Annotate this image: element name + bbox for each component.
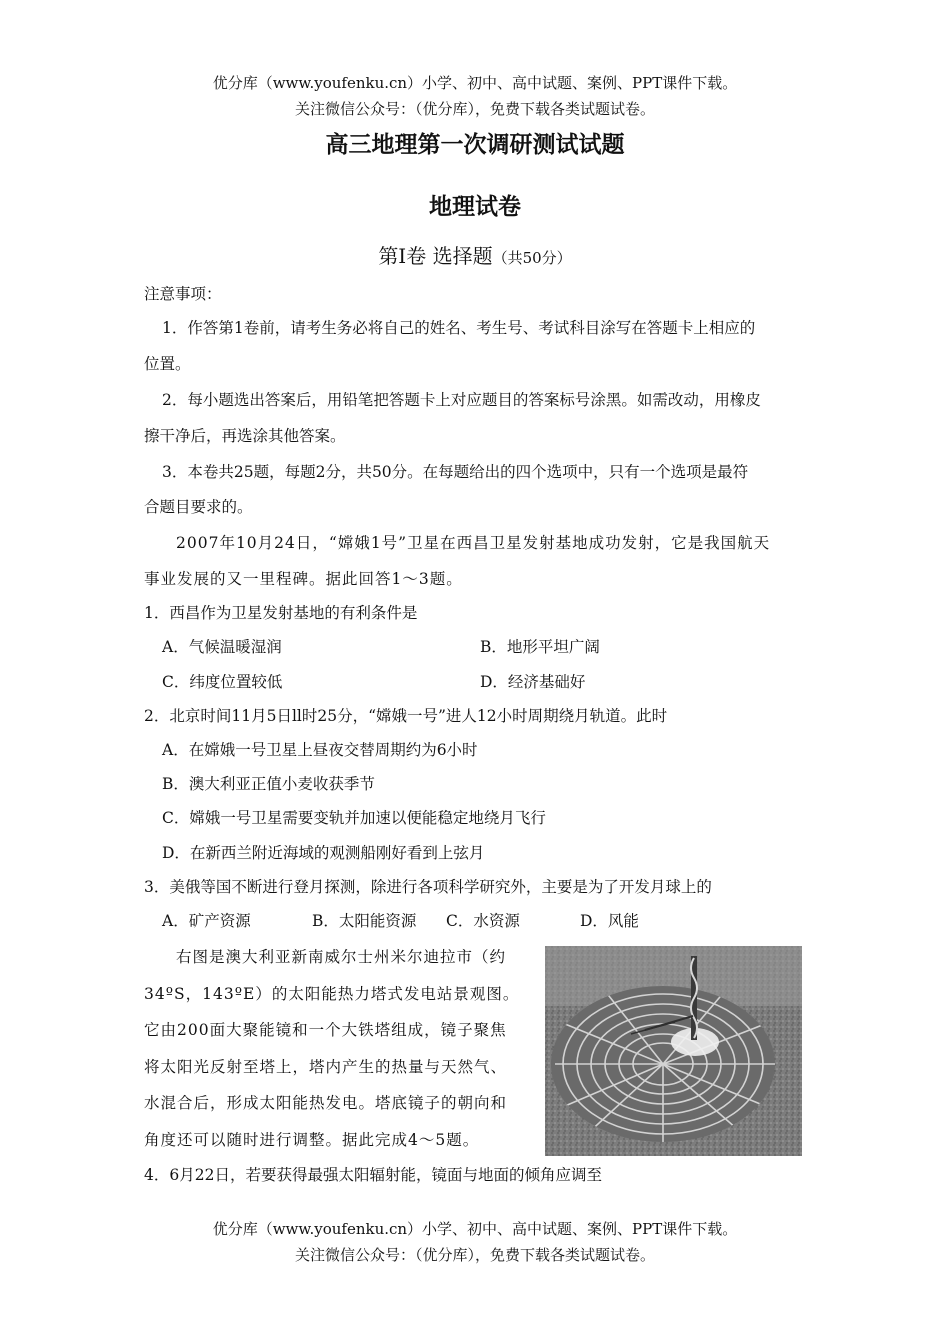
solar-tower-photo-image: [545, 946, 802, 1156]
notice-item-2: 2．每小题选出答案后，用铅笔把答题卡上对应题目的答案标号涂黑。如需改动，用橡皮: [162, 391, 761, 409]
intro-2-line-5: 水混合后，形成太阳能热发电。塔底镜子的朝向和: [144, 1094, 508, 1112]
intro-1-cont: 事业发展的又一里程碑。据此回答1～3题。: [144, 570, 463, 588]
intro-2-line-2: 34ºS，143ºE）的太阳能热力塔式发电站景观图。: [144, 985, 520, 1003]
exam-subtitle: 地理试卷: [429, 193, 521, 220]
intro-2-line-1: 右图是澳大利亚新南威尔士州米尔迪拉市（约: [176, 948, 507, 966]
question-3-option-a: A．矿产资源: [162, 912, 251, 930]
solar-tower-photo: [545, 946, 802, 1156]
question-1-option-b: B．地形平坦广阔: [480, 638, 600, 656]
exam-title: 高三地理第一次调研测试试题: [325, 131, 625, 158]
notice-heading: 注意事项：: [144, 285, 222, 303]
section-heading-note: （共50分）: [492, 249, 572, 267]
question-2-option-a: A．在嫦娥一号卫星上昼夜交替周期约为6小时: [162, 741, 478, 759]
question-1-option-d: D．经济基础好: [480, 673, 586, 691]
footer-line-1: 优分库（www.youfenku.cn）小学、初中、高中试题、案例、PPT课件下载。: [212, 1220, 738, 1238]
header-line-1: 优分库（www.youfenku.cn）小学、初中、高中试题、案例、PPT课件下载。: [212, 74, 738, 92]
question-2-stem: 2．北京时间11月5日ll时25分，“嫦娥一号”进人12小时周期绕月轨道。此时: [144, 707, 668, 725]
notice-item-1: 1．作答第1卷前，请考生务必将自己的姓名、考生号、考试科目涂写在答题卡上相应的: [162, 319, 756, 337]
question-3-option-b: B．太阳能资源: [312, 912, 417, 930]
section-heading: [0, 242, 950, 272]
question-3-stem: 3．美俄等国不断进行登月探测，除进行各项科学研究外，主要是为了开发月球上的: [144, 878, 712, 896]
footer-line-2: 关注微信公众号：（优分库），免费下载各类试题试卷。: [294, 1246, 655, 1264]
intro-2-line-6: 角度还可以随时进行调整。据此完成4～5题。: [144, 1131, 480, 1149]
question-3-option-d: D．风能: [580, 912, 639, 930]
question-1-option-a: A．气候温暖湿润: [162, 638, 282, 656]
notice-item-1-cont: 位置。: [144, 355, 191, 373]
question-1-option-c: C．纬度位置较低: [162, 673, 283, 691]
intro-1: 2007年10月24日，“嫦娥1号”卫星在西昌卫星发射基地成功发射，它是我国航天: [176, 534, 771, 552]
notice-item-3: 3．本卷共25题，每题2分，共50分。在每题给出的四个选项中，只有一个选项是最符: [162, 463, 749, 481]
section-heading-main: 第Ⅰ卷 选择题: [378, 244, 493, 268]
notice-item-3-cont: 合题目要求的。: [144, 498, 253, 516]
question-2-option-d: D．在新西兰附近海域的观测船刚好看到上弦月: [162, 844, 485, 862]
question-3-option-c: C．水资源: [446, 912, 520, 930]
question-4-stem: 4．6月22日，若要获得最强太阳辐射能，镜面与地面的倾角应调至: [144, 1166, 602, 1184]
header-line-2: 关注微信公众号：（优分库），免费下载各类试题试卷。: [294, 100, 655, 118]
question-2-option-c: C．嫦娥一号卫星需要变轨并加速以便能稳定地绕月飞行: [162, 809, 546, 827]
intro-2-line-4: 将太阳光反射至塔上，塔内产生的热量与天然气、: [144, 1058, 508, 1076]
question-2-option-b: B．澳大利亚正值小麦收获季节: [162, 775, 375, 793]
question-1-stem: 1．西昌作为卫星发射基地的有利条件是: [144, 604, 418, 622]
intro-2-line-3: 它由200面大聚能镜和一个大铁塔组成，镜子聚焦: [144, 1021, 507, 1039]
notice-item-2-cont: 擦干净后，再选涂其他答案。: [144, 427, 346, 445]
